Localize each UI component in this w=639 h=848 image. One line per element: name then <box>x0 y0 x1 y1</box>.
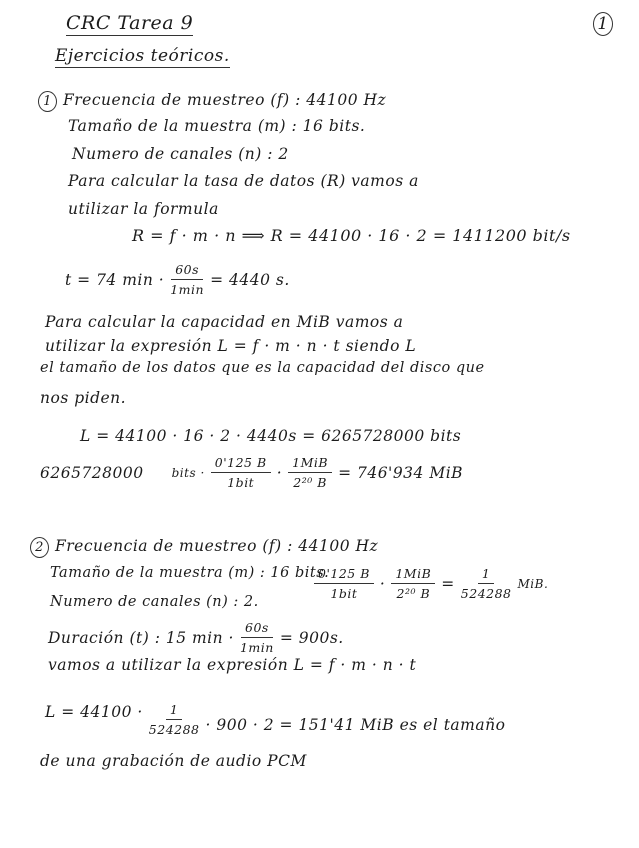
fraction: $\frac{0'125 B}{\text{1bit}}$ <box>314 566 374 601</box>
sample-size-conversion: $\frac{0'125 B}{\text{1bit}}$ · $\frac{\text{1MiB}}{\text{2²⁰ B}}$ = $\frac{1}{524288}$ MiB. <box>308 566 548 601</box>
paragraph-line: Para calcular la capacidad en MiB vamos a <box>45 313 404 331</box>
final-calculation: L = 44100 · $\frac{1}{524288}$ · 900 · 2 = 151'41 MiB es el tamaño <box>45 702 506 737</box>
document-title: CRC Tarea 9 <box>66 12 194 34</box>
exercise-2-line-frequency: 2 Frecuencia de muestreo (f) : 44100 Hz <box>30 537 378 558</box>
paragraph-line: utilizar la expresión L = f · m · n · t siendo L <box>45 337 417 355</box>
expression-intro: vamos a utilizar la expresión L = f · m · n · t <box>48 656 417 674</box>
section-subtitle: Ejercicios teóricos. <box>55 46 230 66</box>
fraction: $\frac{\text{1MiB}}{\text{2²⁰ B}}$ <box>391 566 435 601</box>
exercise-1-text-formula-intro: utilizar la formula <box>68 200 219 218</box>
exercise-2-line-sample-size: Tamaño de la muestra (m) : 16 bits. <box>50 565 330 581</box>
exercise-1-line-channels: Numero de canales (n) : 2 <box>72 145 289 163</box>
paragraph-line: el tamaño de los datos que es la capacidad del disco que <box>40 360 485 376</box>
exercise-number-badge: 2 <box>30 537 49 558</box>
exercise-2-line-channels: Numero de canales (n) : 2. <box>50 594 259 610</box>
fraction: $\frac{1}{524288}$ <box>460 566 512 601</box>
formula-capacity: L = 44100 · 16 · 2 · 4440s = 6265728000 bits <box>80 427 462 445</box>
exercise-1-line-frequency: 1 Frecuencia de muestreo (f) : 44100 Hz <box>38 91 386 112</box>
page-number: 1 <box>593 12 613 36</box>
paragraph-line: nos piden. <box>40 389 127 407</box>
duration-conversion: Duración (t) : 15 min · $\frac{60s}{1\min}$ = 900s. <box>48 620 344 655</box>
fraction: $\frac{1}{524288}$ <box>148 702 200 737</box>
time-conversion: t = 74 min · $\frac{60s}{1\min}$ = 4440 s. <box>65 262 290 297</box>
formula-data-rate: R = f · m · n ⟹ R = 44100 · 16 · 2 = 1411200 bit/s <box>132 226 571 245</box>
fraction: $\frac{60s}{1\min}$ <box>239 620 274 655</box>
conclusion-line: de una grabación de audio PCM <box>40 752 307 770</box>
exercise-1-text-rate-intro: Para calcular la tasa de datos (R) vamos a <box>68 172 419 190</box>
mib-conversion: 6265728000 bits · $\frac{0'125 B}{\text{1bit}}$ · $\frac{\text{1MiB}}{\text{2²⁰ B}}$ = 746'934 MiB <box>40 455 464 490</box>
exercise-number-badge: 1 <box>38 91 57 112</box>
fraction: $\frac{0'125 B}{\text{1bit}}$ <box>211 455 271 490</box>
exercise-1-line-sample-size: Tamaño de la muestra (m) : 16 bits. <box>68 117 366 135</box>
fraction: $\frac{60s}{1\min}$ <box>170 262 205 297</box>
fraction: $\frac{\text{1MiB}}{\text{2²⁰ B}}$ <box>288 455 332 490</box>
